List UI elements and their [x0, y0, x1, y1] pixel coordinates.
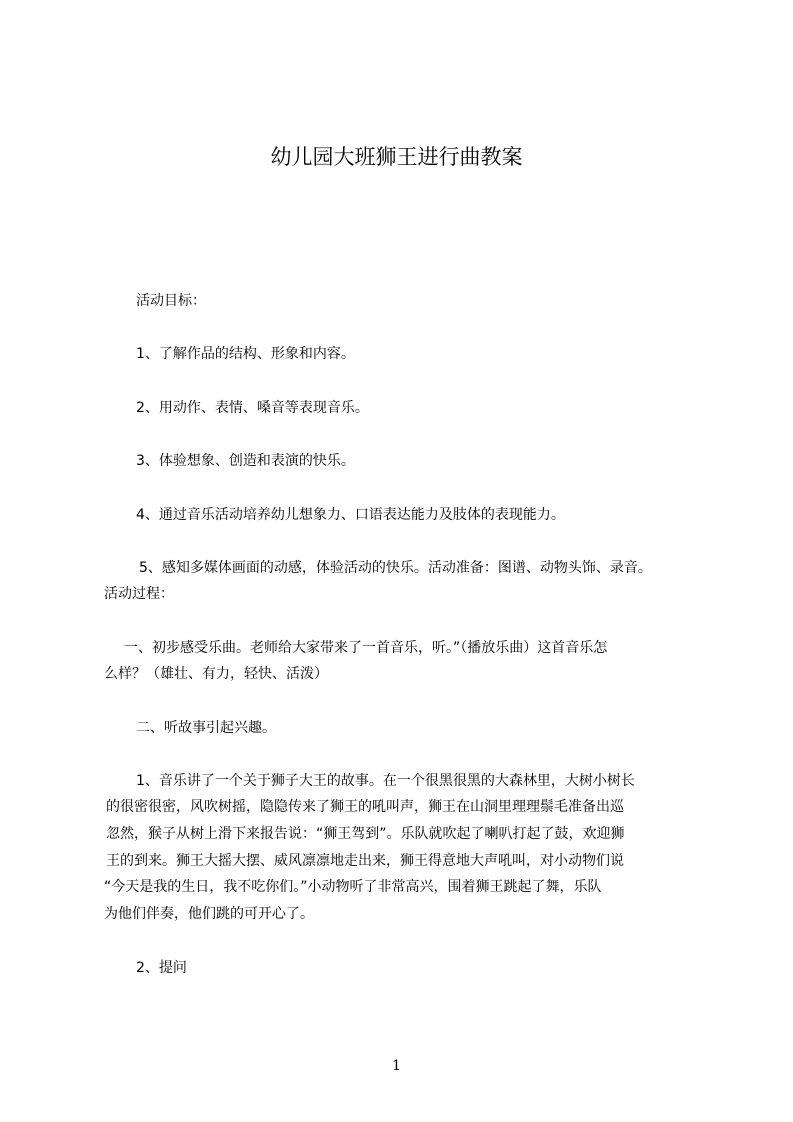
page-title: 幼儿园大班狮王进行曲教案 — [270, 145, 523, 169]
goal-item: 1、了解作品的结构、形象和内容。 — [136, 346, 355, 362]
goal-item: 3、体验想象、创造和表演的快乐。 — [136, 453, 355, 469]
step-one-line: 么样？（雄壮、有力，轻快、活泼） — [104, 666, 328, 682]
step-one-line: 一、初步感受乐曲。老师给大家带来了一首音乐，听。”（播放乐曲）这首音乐怎 — [124, 640, 608, 656]
story-line: 1、音乐讲了一个关于狮子大王的故事。在一个很黑很黑的大森林里，大树小树长 — [136, 773, 635, 789]
question-item: 2、提问 — [136, 960, 187, 976]
story-line: “今天是我的生日，我不吃你们。”小动物听了非常高兴，围着狮王跳起了舞，乐队 — [104, 879, 602, 895]
process-heading: 活动过程： — [104, 586, 174, 602]
goal-item: 4、通过音乐活动培养幼儿想象力、口语表达能力及肢体的表现能力。 — [136, 507, 565, 523]
goal-item: 5、感知多媒体画面的动感，体验活动的快乐。活动准备：图谱、动物头饰、录音。 — [139, 560, 652, 576]
goals-heading: 活动目标： — [136, 293, 206, 309]
page-number: 1 — [392, 1058, 401, 1074]
story-line: 忽然，猴子从树上滑下来报告说：“狮王驾到”。乐队就吹起了喇叭打起了鼓，欢迎狮 — [106, 826, 625, 842]
step-two-heading: 二、听故事引起兴趣。 — [136, 720, 276, 736]
story-line: 的很密很密，风吹树摇，隐隐传来了狮王的吼叫声，狮王在山洞里理理鬃毛准备出巡 — [106, 799, 624, 815]
goal-item: 2、用动作、表情、嗓音等表现音乐。 — [136, 400, 369, 416]
story-line: 王的到来。狮王大摇大摆、威风凛凛地走出来，狮王得意地大声吼叫，对小动物们说 — [106, 853, 624, 869]
story-line: 为他们伴奏，他们跳的可开心了。 — [104, 906, 314, 922]
